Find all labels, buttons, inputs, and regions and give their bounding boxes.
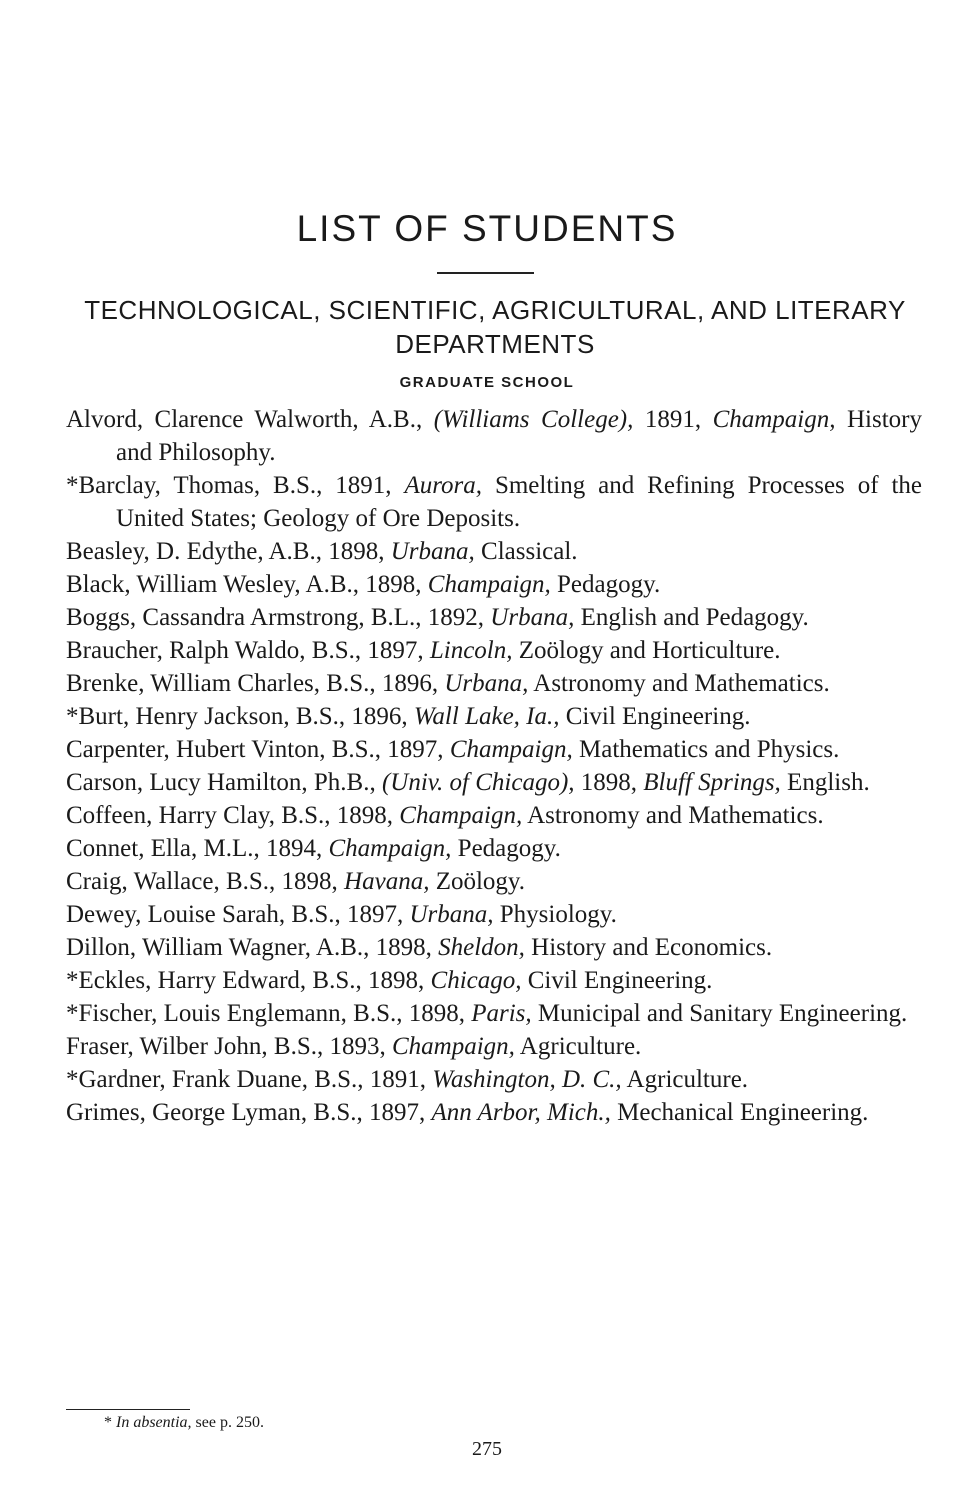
entry-name: Beasley, D. Edythe, A.B., 1898, (66, 538, 391, 565)
entry-rest: Municipal and Sanitary Engineering. (531, 1000, 908, 1027)
student-entry (66, 469, 922, 535)
entry-place: Bluff Springs, (643, 769, 781, 796)
entry-name: Grimes, George Lyman, B.S., 1897, (66, 1099, 432, 1126)
entry-name: *Gardner, Frank Duane, B.S., 1891, (66, 1066, 433, 1093)
entry-place: Urbana, (390, 538, 475, 565)
entry-place: Urbana, (444, 670, 529, 697)
footnote (104, 1414, 264, 1432)
school-heading: GRADUATE SCHOOL (399, 374, 575, 391)
student-entry (66, 997, 922, 1030)
entry-rest: Smelting and Refining Processes of the United States; Geology of Ore Deposits. (116, 472, 922, 532)
entry-mid: 1898, (574, 769, 644, 796)
entry-name: Dillon, William Wagner, A.B., 1898, (66, 934, 439, 961)
page-title: LIST OF STUDENTS (296, 208, 678, 249)
footnote-rule (66, 1409, 190, 1410)
student-entry (66, 931, 922, 964)
entry-place: Champaign, (427, 571, 551, 598)
entry-rest: Zoölogy. (429, 868, 526, 895)
student-entry (66, 403, 922, 469)
entry-name: Coffeen, Harry Clay, B.S., 1898, (66, 802, 400, 829)
student-entry (66, 964, 922, 997)
entry-name: Boggs, Cassandra Armstrong, B.L., 1892, (66, 604, 491, 631)
page-number: 275 (472, 1438, 502, 1460)
entry-rest: Pedagogy. (550, 571, 661, 598)
entry-place: Lincoln, (429, 637, 513, 664)
entry-name: Braucher, Ralph Waldo, B.S., 1897, (66, 637, 430, 664)
student-entry (66, 799, 922, 832)
student-entry (66, 1063, 922, 1096)
entry-rest: Astronomy and Mathematics. (528, 670, 830, 697)
student-entry (66, 535, 922, 568)
student-entry (66, 832, 922, 865)
entry-mid: 1891, (633, 406, 713, 433)
entry-place: Havana, (344, 868, 430, 895)
student-list (66, 403, 922, 1129)
student-entry (66, 667, 922, 700)
student-entry (66, 634, 922, 667)
footnote-marker: * (104, 1414, 116, 1431)
student-entry (66, 1030, 922, 1063)
entry-rest: Agriculture. (514, 1033, 642, 1060)
entry-place: Wall Lake, Ia., (413, 703, 560, 730)
entry-rest: Classical. (474, 538, 578, 565)
title-rule (437, 272, 534, 274)
entry-name: Dewey, Louise Sarah, B.S., 1897, (66, 901, 410, 928)
entry-rest: History and Philosophy. (116, 406, 922, 466)
entry-name: Carpenter, Hubert Vinton, B.S., 1897, (66, 736, 450, 763)
student-entry (66, 568, 922, 601)
entry-name: Fraser, Wilber John, B.S., 1893, (66, 1033, 392, 1060)
entry-rest: Agriculture. (621, 1066, 749, 1093)
footnote-italic: In absentia, (116, 1414, 192, 1431)
footnote-text: see p. 250. (191, 1414, 264, 1431)
entry-rest: Astronomy and Mathematics. (522, 802, 824, 829)
entry-rest: Mechanical Engineering. (610, 1099, 869, 1126)
entry-place: Aurora, (404, 472, 483, 499)
entry-name: Carson, Lucy Hamilton, Ph.B., (66, 769, 382, 796)
entry-name: Alvord, Clarence Walworth, A.B., (66, 406, 434, 433)
entry-rest: Civil Engineering. (559, 703, 751, 730)
entry-name: *Burt, Henry Jackson, B.S., 1896, (66, 703, 414, 730)
student-entry (66, 898, 922, 931)
entry-rest: English. (780, 769, 870, 796)
entry-rest: Physiology. (493, 901, 617, 928)
entry-place: Urbana, (490, 604, 575, 631)
entry-name: Brenke, William Charles, B.S., 1896, (66, 670, 445, 697)
entry-place: Urbana, (409, 901, 494, 928)
entry-rest: Mathematics and Physics. (572, 736, 840, 763)
student-entry (66, 1096, 922, 1129)
entry-rest: English and Pedagogy. (574, 604, 809, 631)
entry-name: *Eckles, Harry Edward, B.S., 1898, (66, 967, 431, 994)
entry-name: *Barclay, Thomas, B.S., 1891, (66, 472, 405, 499)
entry-place: Champaign, (399, 802, 523, 829)
entry-place: Champaign, (392, 1033, 515, 1060)
entry-name: Craig, Wallace, B.S., 1898, (66, 868, 345, 895)
entry-place: Champaign, (328, 835, 452, 862)
student-entry (66, 766, 922, 799)
student-entry (66, 733, 922, 766)
entry-place: Champaign, (712, 406, 836, 433)
entry-rest: Pedagogy. (451, 835, 561, 862)
student-entry (66, 601, 922, 634)
entry-place: Sheldon, (438, 934, 525, 961)
department-heading: TECHNOLOGICAL, SCIENTIFIC, AGRICULTURAL, AND LITERARY DEPARTMENTS (84, 295, 906, 359)
entry-rest: History and Economics. (524, 934, 773, 961)
entry-place: Chicago, (430, 967, 522, 994)
entry-name: *Fischer, Louis Englemann, B.S., 1898, (66, 1000, 472, 1027)
entry-italic: (Univ. of Chicago), (381, 769, 575, 796)
student-entry (66, 865, 922, 898)
entry-place: Ann Arbor, Mich., (431, 1099, 611, 1126)
entry-rest: Zoölogy and Horticulture. (512, 637, 781, 664)
entry-name: Connet, Ella, M.L., 1894, (66, 835, 329, 862)
entry-place: Champaign, (449, 736, 573, 763)
entry-name: Black, William Wesley, A.B., 1898, (66, 571, 428, 598)
student-entry (66, 700, 922, 733)
entry-place: Paris, (471, 1000, 532, 1027)
entry-rest: Civil Engineering. (521, 967, 713, 994)
entry-place: Washington, D. C., (432, 1066, 622, 1093)
entry-italic: (Williams College), (433, 406, 634, 433)
